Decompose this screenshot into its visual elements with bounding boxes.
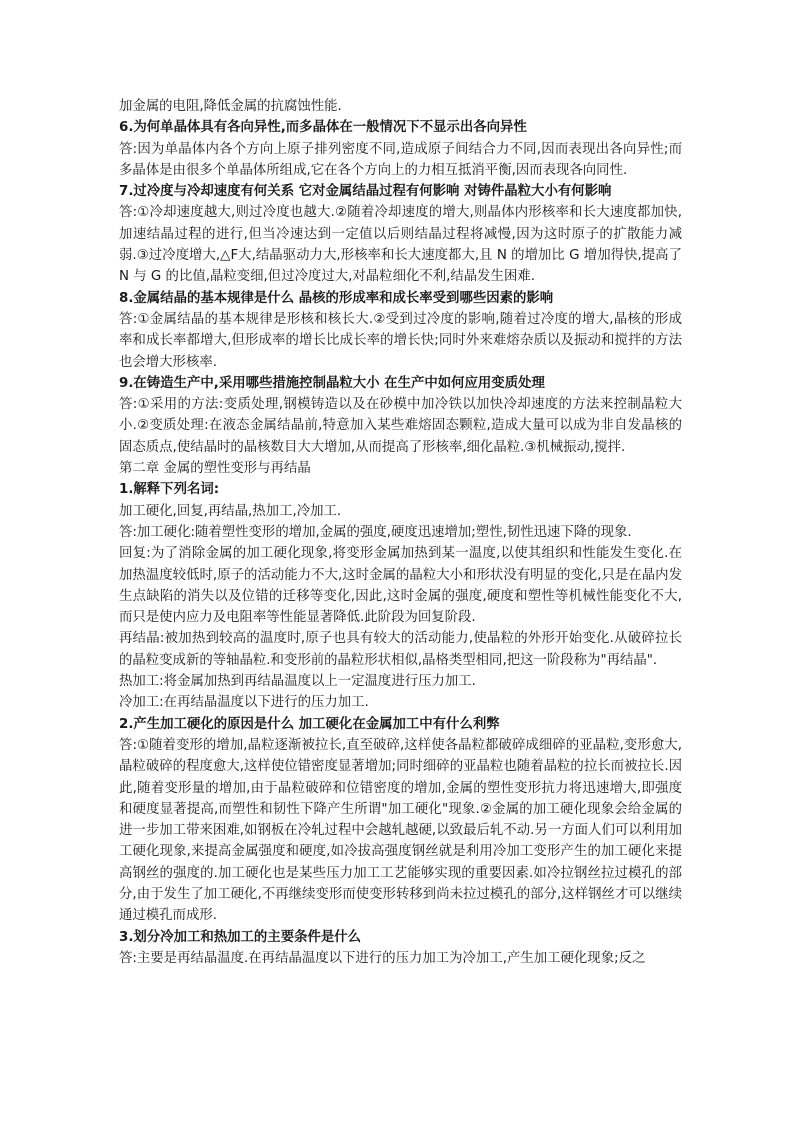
document-page: [119, 96, 682, 969]
question-8-heading: 8.金属结晶的基本规律是什么 晶核的形成率和成长率受到哪些因素的影响: [119, 290, 554, 306]
chapter2-question-2-heading: 2.产生加工硬化的原因是什么 加工硬化在金属加工中有什么利弊: [119, 716, 500, 732]
answer-9: 答:①采用的方法:变质处理,钢模铸造以及在砂模中加冷铁以加快冷却速度的方法来控制晶粒大小.②变质处理:在液态金属结晶前,特意加入某些难熔固态颗粒,造成大量可以成为非自发晶核的固态质点,使结晶时的晶核数目大大增加,从而提高了形核率,细化晶粒.③机械振动,搅拌.: [119, 397, 682, 455]
definition-cold-working: 冷加工:在再结晶温度以下进行的压力加工.: [119, 695, 369, 711]
chapter2-answer-3: 答:主要是再结晶温度.在再结晶温度以下进行的压力加工为冷加工,产生加工硬化现象;反之: [119, 950, 646, 966]
definition-recrystallization: 再结晶:被加热到较高的温度时,原子也具有较大的活动能力,使晶粒的外形开始变化.从破碎拉长的晶粒变成新的等轴晶粒.和变形前的晶粒形状相似,晶格类型相同,把这一阶段称为"再结晶".: [119, 631, 682, 668]
question-6-heading: 6.为何单晶体具有各向异性,而多晶体在一般情况下不显示出各向异性: [119, 120, 527, 136]
chapter2-question-1-heading: 1.解释下列名词:: [119, 482, 220, 498]
terms-list: 加工硬化,回复,再结晶,热加工,冷加工.: [119, 503, 342, 519]
definition-work-hardening: 答:加工硬化:随着塑性变形的增加,金属的强度,硬度迅速增加;塑性,韧性迅速下降的现象.: [119, 524, 632, 540]
chapter2-question-3-heading: 3.划分冷加工和热加工的主要条件是什么: [119, 929, 362, 945]
chapter-2-heading: 第二章 金属的塑性变形与再结晶: [119, 461, 311, 477]
definition-hot-working: 热加工:将金属加热到再结晶温度以上一定温度进行压力加工.: [119, 674, 476, 690]
definition-recovery: 回复:为了消除金属的加工硬化现象,将变形金属加热到某一温度,以使其组织和性能发生变化.在加热温度较低时,原子的活动能力不大,这时金属的晶粒大小和形状没有明显的变化,只是在晶内发生点缺陷的消失以及位错的迁移等变化,因此,这时金属的强度,硬度和塑性等机械性能变化不大,而只是使内应力及电阻率等性能显著降低.此阶段为回复阶段.: [119, 546, 682, 626]
question-9-heading: 9.在铸造生产中,采用哪些措施控制晶粒大小 在生产中如何应用变质处理: [119, 375, 545, 391]
answer-8: 答:①金属结晶的基本规律是形核和核长大.②受到过冷度的影响,随着过冷度的增大,晶核的形成率和成长率都增大,但形成率的增长比成长率的增长快;同时外来难熔杂质以及振动和搅拌的方法也会增大形核率.: [119, 311, 682, 370]
chapter2-answer-2: 答:①随着变形的增加,晶粒逐渐被拉长,直至破碎,这样使各晶粒都破碎成细碎的亚晶粒,变形愈大,晶粒破碎的程度愈大,这样使位错密度显著增加;同时细碎的亚晶粒也随着晶粒的拉长而被拉长.因此,随着变形量的增加,由于晶粒破碎和位错密度的增加,金属的塑性变形抗力将迅速增大,即强度和硬度显著提高,而塑性和韧性下降产生所谓"加工硬化"现象.②金属的加工硬化现象会给金属的进一步加工带来困难,如钢板在冷轧过程中会越轧越硬,以致最后轧不动.另一方面人们可以利用加工硬化现象,来提高金属强度和硬度,如冷拔高强度钢丝就是利用冷加工变形产生的加工硬化来提高钢丝的强度的.加工硬化也是某些压力加工工艺能够实现的重要因素.如冷拉钢丝拉过模孔的部分,由于发生了加工硬化,不再继续变形而使变形转移到尚未拉过模孔的部分,这样钢丝才可以继续通过模孔而成形.: [119, 737, 682, 924]
answer-7: 答:①冷却速度越大,则过冷度也越大.②随着冷却速度的增大,则晶体内形核率和长大速度都加快,加速结晶过程的进行,但当冷速达到一定值以后则结晶过程将减慢,因为这时原子的扩散能力减弱.③过冷度增大,△F大,结晶驱动力大,形核率和长大速度都大,且 N 的增加比 G 增加得快,提高了 N 与 G 的比值,晶粒变细,但过冷度过大,对晶粒细化不利,结晶发生困难.: [119, 205, 682, 285]
question-7-heading: 7.过冷度与冷却速度有何关系 它对金属结晶过程有何影响 对铸件晶粒大小有何影响: [119, 184, 612, 200]
paragraph-continuation: 加金属的电阻,降低金属的抗腐蚀性能.: [119, 99, 342, 114]
answer-6: 答:因为单晶体内各个方向上原子排列密度不同,造成原子间结合力不同,因而表现出各向异性;而多晶体是由很多个单晶体所组成,它在各个方向上的力相互抵消平衡,因而表现各向同性.: [119, 141, 682, 178]
